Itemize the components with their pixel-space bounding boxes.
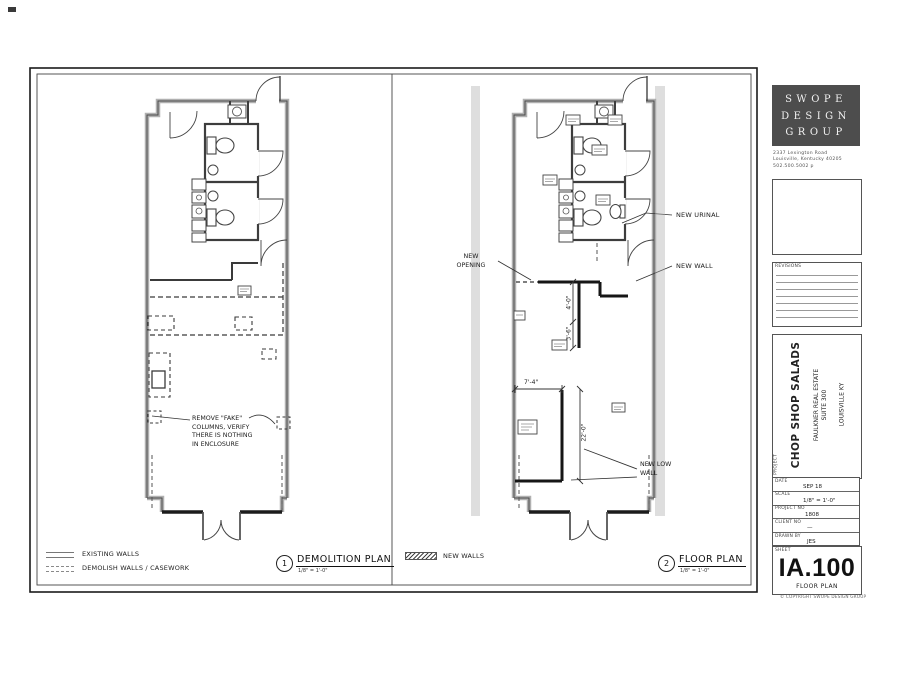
revisions-box — [772, 262, 862, 327]
dimension-22-0: 22'-0" — [580, 423, 588, 442]
dimension-7-4: 7'-4" — [524, 379, 539, 386]
note-line: THERE IS NOTHING — [192, 432, 253, 440]
new-walls-symbol — [405, 552, 437, 560]
note-line: IN ENCLOSURE — [192, 440, 239, 448]
field-row-scale: SCALE 1/8" = 1'-0" — [773, 492, 859, 506]
sheet-label: SHEET — [775, 548, 791, 553]
note-line: REMOVE "FAKE" — [192, 415, 243, 422]
legend-label: EXISTING WALLS — [82, 550, 140, 558]
project-city: LOUISVILLE KY — [838, 382, 846, 427]
floor-plan-scale: 1/8" = 1'-0" — [680, 568, 710, 574]
field-row-date: DATE SEP 18 — [773, 478, 859, 492]
project-label: PROJECT — [773, 454, 779, 475]
field-row-project-no: PROJECT NO 1808 — [773, 506, 859, 520]
note-line: COLUMNS, VERIFY — [192, 423, 250, 431]
annotation-new-opening: NEW OPENING — [456, 253, 486, 269]
revisions-label: REVISIONS — [775, 264, 802, 269]
firm-address: 2337 Lexington Road Louisville, Kentucky 40205 502.500.5002 p — [773, 151, 843, 169]
floor-plan-number: 2 — [658, 555, 675, 572]
demolition-plan-scale: 1/8" = 1'-0" — [298, 568, 328, 574]
field-row-client-no: CLIENT NO — — [773, 519, 859, 533]
sheet-box — [772, 546, 862, 595]
field-row-drawn-by: DRAWN BY JES — [775, 533, 816, 546]
floor-plan-title: FLOOR PLAN — [678, 554, 746, 567]
info-fields-box — [772, 477, 860, 546]
project-address: FAULKNER REAL ESTATE SUITE 300 — [813, 368, 828, 442]
existing-walls-symbol — [46, 552, 74, 558]
demolish-walls-symbol — [46, 566, 74, 572]
legend-label: DEMOLISH WALLS / CASEWORK — [82, 564, 190, 572]
sheet-name: FLOOR PLAN — [796, 583, 838, 590]
annotation-new-low-wall: NEW LOW WALL — [640, 461, 672, 477]
demolition-plan-drawing — [147, 76, 290, 540]
annotation-new-urinal: NEW URINAL — [676, 211, 720, 219]
stamp-box — [772, 179, 862, 255]
annotation-new-wall: NEW WALL — [676, 262, 713, 270]
copyright-note: © COPYRIGHT SWOPE DESIGN GROUP — [780, 594, 867, 599]
demolition-plan-title: DEMOLITION PLAN — [296, 554, 394, 567]
firm-logo: SWOPE DESIGN GROUP — [772, 85, 860, 146]
demolition-note — [192, 415, 254, 449]
legend-label: NEW WALLS — [443, 552, 485, 560]
sheet-number: IA.100 — [778, 554, 856, 582]
dimension-3-6: 3'-6" — [565, 326, 573, 341]
dimension-4-0: 4'-0" — [565, 295, 573, 310]
project-name: CHOP SHOP SALADS — [790, 341, 802, 469]
demolition-plan-number: 1 — [276, 555, 293, 572]
